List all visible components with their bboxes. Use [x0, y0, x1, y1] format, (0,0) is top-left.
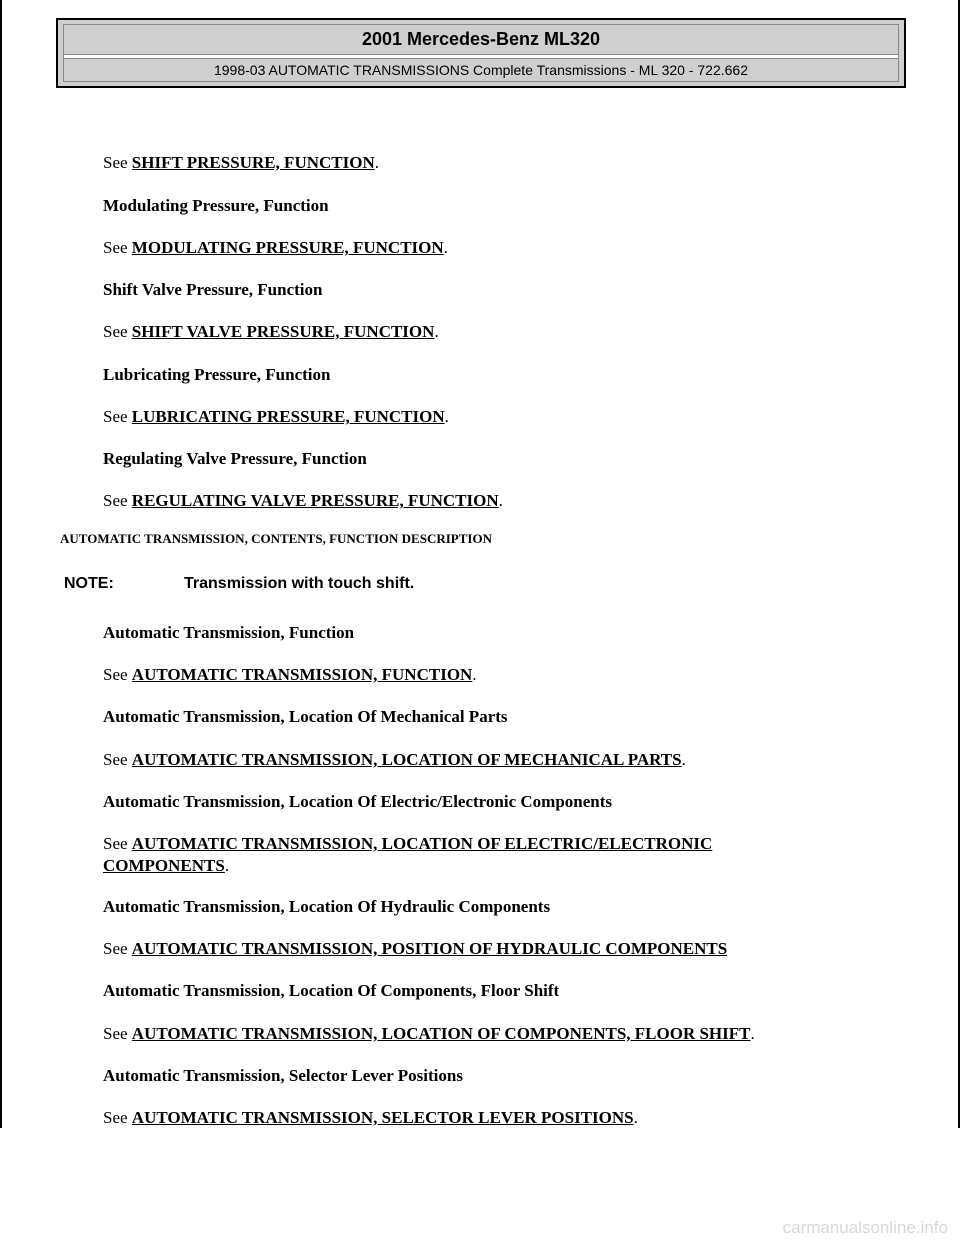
see-prefix: See: [103, 322, 128, 341]
see-prefix: See: [103, 665, 128, 684]
see-line-electric-components: [103, 834, 712, 854]
heading-electric-components: Automatic Transmission, Location Of Electric/Electronic Components: [103, 792, 613, 811]
see-prefix: See: [103, 1024, 128, 1043]
period: .: [750, 1024, 755, 1043]
header-inner-box: [63, 24, 899, 82]
period: .: [681, 750, 686, 769]
see-prefix: See: [103, 1108, 128, 1127]
see-line-hydraulic-components: [103, 939, 727, 959]
see-line-modulating: [103, 238, 448, 258]
see-line-mechanical-parts: [103, 750, 686, 770]
heading-selector-lever: Automatic Transmission, Selector Lever Positions: [103, 1066, 463, 1085]
see-line-selector-lever: [103, 1108, 638, 1128]
heading-modulating-pressure: Modulating Pressure, Function: [103, 196, 329, 215]
period: .: [374, 153, 379, 172]
link-lubricating-pressure[interactable]: LUBRICATING PRESSURE, FUNCTION: [131, 407, 445, 426]
heading-transmission-function: Automatic Transmission, Function: [103, 623, 355, 642]
see-line-lubricating: [103, 407, 449, 427]
see-line-electric-components-cont: [103, 856, 229, 876]
link-shift-valve-pressure[interactable]: SHIFT VALVE PRESSURE, FUNCTION: [131, 322, 435, 341]
period: .: [498, 491, 503, 510]
see-line-regulating: [103, 491, 503, 511]
heading-hydraulic-components: Automatic Transmission, Location Of Hydraulic Components: [103, 897, 551, 916]
section-title: AUTOMATIC TRANSMISSION, CONTENTS, FUNCTION DESCRIPTION: [60, 531, 492, 546]
see-prefix: See: [103, 939, 128, 958]
link-regulating-valve-pressure[interactable]: REGULATING VALVE PRESSURE, FUNCTION: [131, 491, 499, 510]
note-box: [64, 575, 414, 593]
period: .: [434, 322, 439, 341]
header-divider: [64, 54, 898, 59]
period: .: [443, 238, 448, 257]
see-prefix: See: [103, 491, 128, 510]
link-electric-components-cont[interactable]: COMPONENTS: [103, 856, 225, 875]
link-floor-shift[interactable]: AUTOMATIC TRANSMISSION, LOCATION OF COMPONENTS, FLOOR SHIFT: [131, 1024, 751, 1043]
header-subtitle: 1998-03 AUTOMATIC TRANSMISSIONS Complete Transmissions - ML 320 - 722.662: [213, 62, 749, 78]
see-prefix: See: [103, 750, 128, 769]
heading-lubricating-pressure: Lubricating Pressure, Function: [103, 365, 331, 384]
see-prefix: See: [103, 407, 128, 426]
period: .: [472, 665, 477, 684]
note-text: Transmission with touch shift.: [184, 575, 415, 592]
watermark-text: carmanualsonline.info: [782, 1218, 948, 1237]
see-line-floor-shift: [103, 1024, 755, 1044]
header-title: 2001 Mercedes-Benz ML320: [361, 29, 601, 49]
period: .: [444, 407, 449, 426]
heading-mechanical-parts: Automatic Transmission, Location Of Mechanical Parts: [103, 707, 508, 726]
period: .: [224, 856, 230, 875]
see-prefix: See: [103, 834, 128, 853]
link-selector-lever[interactable]: AUTOMATIC TRANSMISSION, SELECTOR LEVER POSITIONS: [131, 1108, 634, 1127]
note-label: NOTE:: [64, 575, 114, 592]
see-line-shift-valve: [103, 322, 439, 342]
link-mechanical-parts[interactable]: AUTOMATIC TRANSMISSION, LOCATION OF MECHANICAL PARTS: [131, 750, 682, 769]
heading-regulating-valve-pressure: Regulating Valve Pressure, Function: [103, 449, 367, 468]
link-transmission-function[interactable]: AUTOMATIC TRANSMISSION, FUNCTION: [131, 665, 473, 684]
period: .: [633, 1108, 638, 1127]
link-modulating-pressure[interactable]: MODULATING PRESSURE, FUNCTION: [131, 238, 444, 257]
heading-floor-shift: Automatic Transmission, Location Of Components, Floor Shift: [103, 981, 560, 1000]
heading-shift-valve-pressure: Shift Valve Pressure, Function: [103, 280, 323, 299]
see-prefix: See: [103, 238, 128, 257]
see-line-shift-pressure: [103, 153, 379, 173]
link-electric-components[interactable]: AUTOMATIC TRANSMISSION, LOCATION OF ELECTRIC/ELECTRONIC: [131, 834, 713, 853]
page-border-left: [0, 0, 2, 1128]
link-hydraulic-components[interactable]: AUTOMATIC TRANSMISSION, POSITION OF HYDRAULIC COMPONENTS: [131, 939, 728, 958]
see-line-transmission-function: [103, 665, 477, 685]
document-header: [56, 18, 906, 88]
link-shift-pressure[interactable]: SHIFT PRESSURE, FUNCTION: [131, 153, 375, 172]
see-prefix: See: [103, 153, 128, 172]
